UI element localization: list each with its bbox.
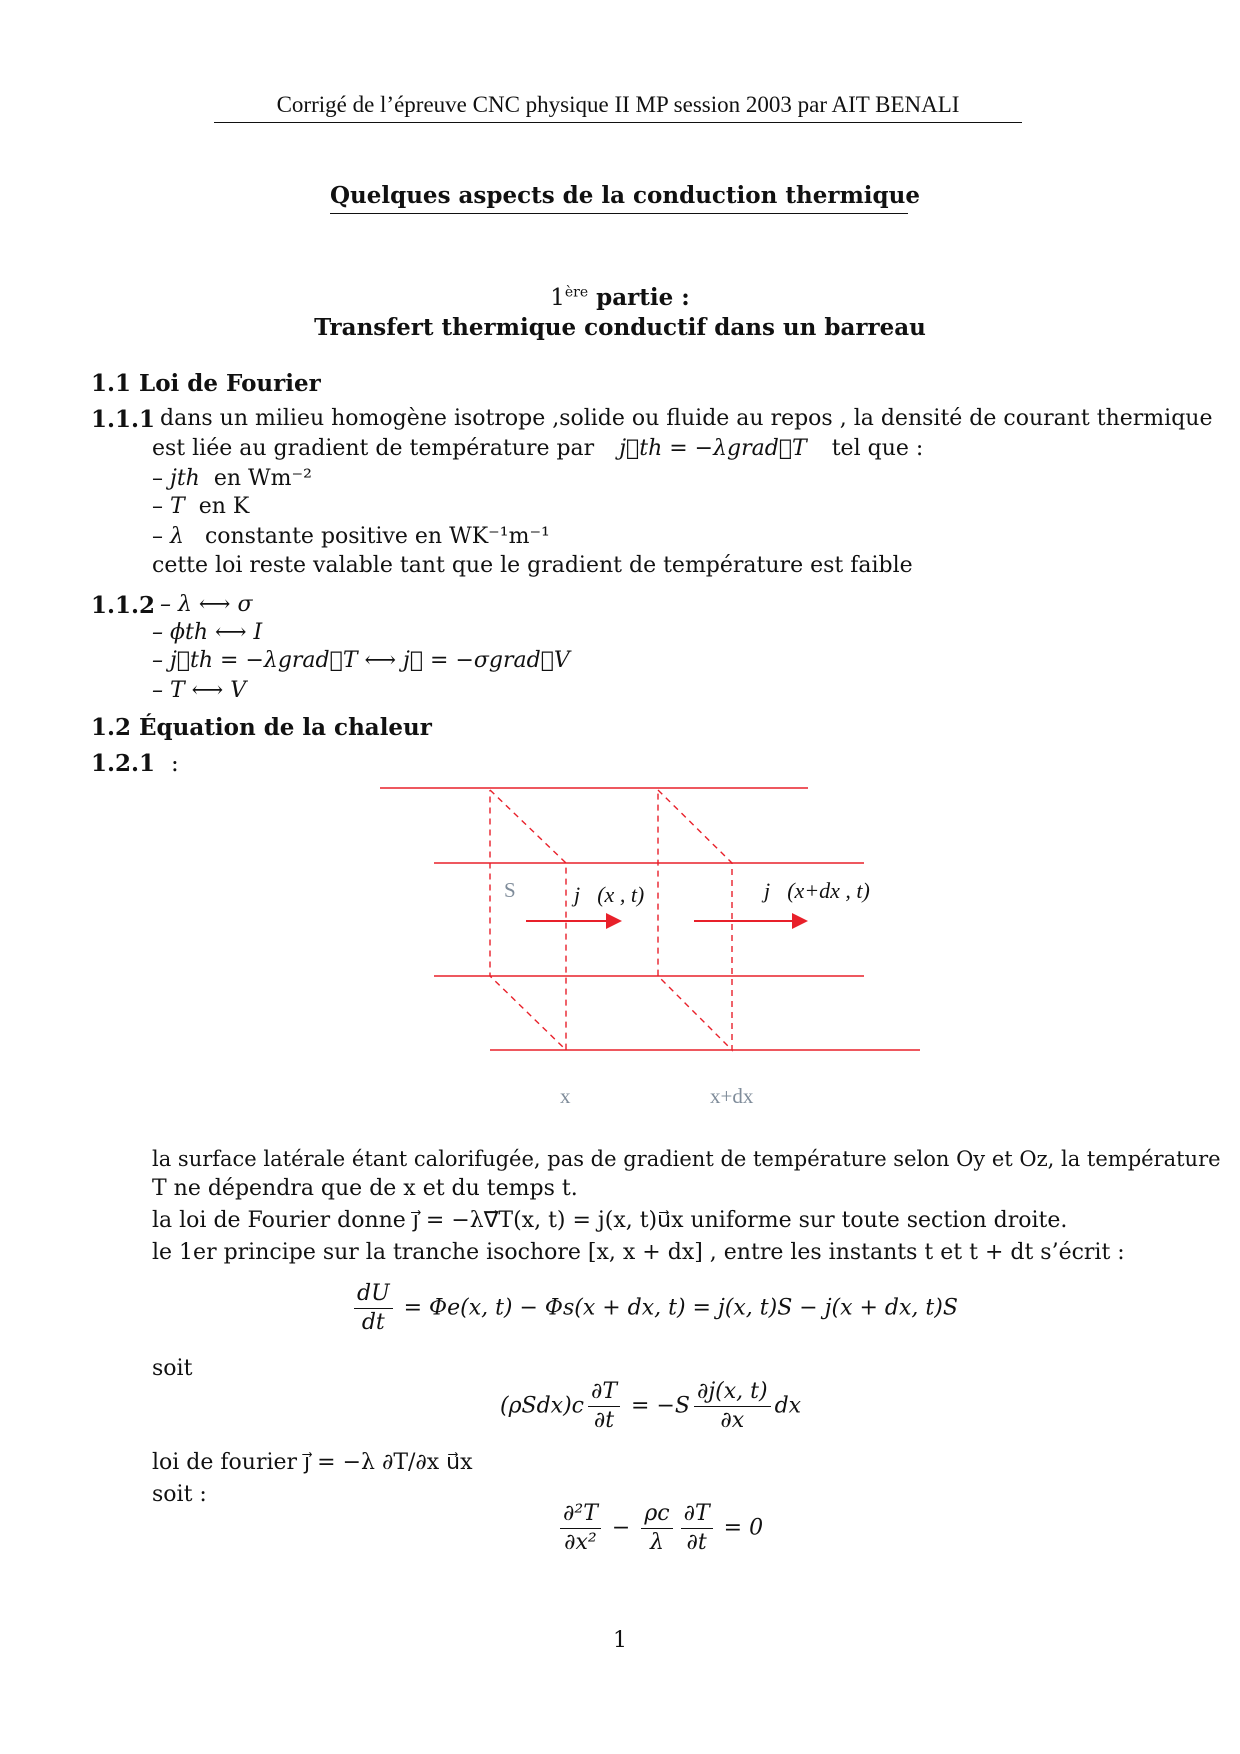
eq2-left: (ρSdx)c [500,1393,584,1419]
equation-first-principle [350,1280,958,1337]
analogy: ϕth ⟷ I [170,620,263,645]
flux-arrow-2-head [792,913,808,929]
frac-dT-dt [588,1378,620,1435]
q121-number: 1.2.1 [91,750,156,777]
figure-label-x-dx: x+dx [710,1084,754,1108]
figure-lines [380,788,920,1050]
denominator: dt [361,1310,385,1335]
denominator: ∂t [686,1530,707,1555]
document-title: Quelques aspects de la conduction thermique [330,182,908,214]
q111-line1: dans un milieu homogène isotrope ,solide ou fluide au repos , la densité de courant thermique [160,406,1213,431]
analogy: j⃗th = −λgrad⃗T ⟷ j⃗ = −σgrad⃗V [170,648,570,673]
denominator: ∂x [720,1408,745,1433]
body-p1a: la surface latérale étant calorifugée, pas de gradient de température selon Oy et Oz, la température [152,1147,1221,1171]
q112-item-3: – j⃗th = −λgrad⃗T ⟷ j⃗ = −σgrad⃗V [152,648,570,673]
body-soit-2: soit : [152,1482,207,1507]
frac-dT-dt-2 [681,1500,713,1557]
denominator: λ [649,1530,664,1555]
part-number-sup: ère [564,284,589,301]
section-1-1-heading: 1.1 Loi de Fourier [91,370,321,397]
numerator: ∂j(x, t) [694,1378,771,1407]
q111-item-3: – λ constante positive en WK⁻¹m⁻¹ [152,524,550,549]
body-p2: la loi de Fourier donne j⃗ = −λ∇⃗T(x, t) = j(x, t)u⃗x uniforme sur toute section droite. [152,1208,1068,1233]
q111-note: cette loi reste valable tant que le gradient de température est faible [152,553,913,578]
eq3-rhs: = 0 [723,1515,764,1541]
numerator: dU [354,1280,393,1309]
q111-label: 1.1.1 [91,406,156,433]
body-fourier-law: loi de fourier j⃗ = −λ ∂T/∂x u⃗x [152,1450,473,1475]
numerator: ∂²T [560,1500,601,1529]
flux-arrow-1-head [606,913,622,929]
part-subtitle: Transfert thermique conductif dans un barreau [314,314,926,341]
q112-item-1: – λ ⟷ σ [160,592,253,617]
q112-item-4: – T ⟷ V [152,678,247,703]
q111-item-2: – T en K [152,494,250,519]
analogy: λ ⟷ σ [178,592,253,617]
figure-label-j2: j⃗(x+dx , t) [764,878,870,903]
item-unit: en Wm⁻² [213,466,312,491]
heat-equation [556,1500,763,1557]
flux-arrows [526,913,808,929]
q111-line2-end: tel que : [831,436,924,461]
q111-line2-text: est liée au gradient de température par [152,436,595,461]
frac-d2T-dx2 [560,1500,601,1557]
numerator: ∂T [681,1500,713,1529]
page-number: 1 [613,1628,627,1653]
q111-item-1: – jth en Wm⁻² [152,466,312,491]
eq2-mid: = −S [631,1393,690,1419]
q112-label: 1.1.2 [91,592,156,619]
eq2-right: dx [774,1393,802,1419]
equation-energy-balance [500,1378,801,1435]
frac-du-dt [354,1280,393,1337]
body-p1b: T ne dépendra que de x et du temps t. [152,1176,578,1201]
q112-item-2: – ϕth ⟷ I [152,620,263,645]
denominator: ∂t [593,1408,615,1433]
numerator: ρc [641,1500,672,1529]
item-symbol: λ [170,524,184,549]
numerator: ∂T [588,1378,620,1407]
analogy: T ⟷ V [170,678,247,703]
eq1-rhs: = Φe(x, t) − Φs(x + dx, t) = j(x, t)S − j(x + dx, t)S [403,1295,958,1321]
item-symbol: T [170,494,185,519]
fourier-law-eq: j⃗th = −λgrad⃗T [619,436,807,461]
figure-label-x: x [560,1084,571,1108]
body-soit-1: soit [152,1356,193,1381]
denominator: ∂x² [564,1530,597,1555]
eq3-minus: − [611,1515,631,1541]
frac-dj-dx [694,1378,771,1435]
figure-label-j1: j⃗(x , t) [574,882,645,907]
item-unit: constante positive en WK⁻¹m⁻¹ [204,524,550,549]
figure-label-s: S [504,878,516,902]
part-number: 1 [550,285,565,311]
section-1-2-heading: 1.2 Équation de la chaleur [91,714,432,741]
body-p3: le 1er principe sur la tranche isochore [x, x + dx] , entre les instants t et t + dt s’écrit : [152,1240,1125,1265]
frac-rhoc-lambda [641,1500,672,1557]
q121-colon: : [171,751,179,777]
item-symbol: jth [170,466,200,491]
part-word: partie : [596,284,690,311]
item-unit: en K [198,494,250,519]
running-header: Corrigé de l’épreuve CNC physique II MP session 2003 par AIT BENALI [214,92,1022,123]
